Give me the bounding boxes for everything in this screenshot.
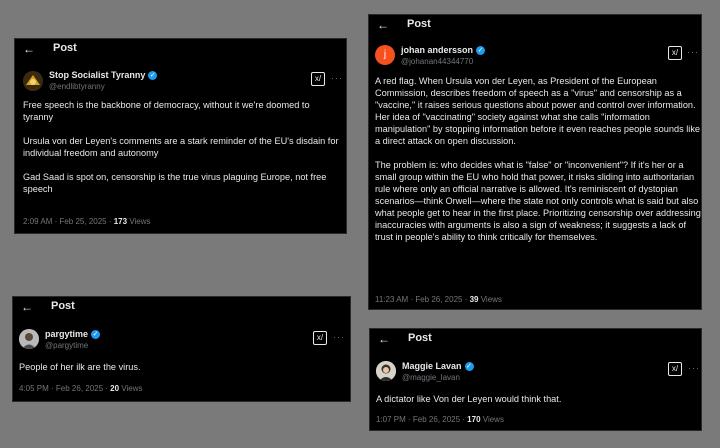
views-label: Views [121,384,143,393]
post-header-bar [13,297,350,319]
view-count: 39 [469,295,479,304]
post-header-title: Post [51,300,75,312]
more-options-icon[interactable]: ··· [331,73,343,83]
post-card-johan-andersson [368,14,702,310]
post-card-stop-socialist-tyranny [14,38,347,234]
verified-badge-icon: ✓ [92,331,99,339]
post-header-bar [369,15,701,37]
back-arrow-icon[interactable]: ← [377,18,389,32]
post-header-title: Post [407,18,431,30]
user-handle[interactable]: @endlibtyranny [49,82,105,91]
post-card-maggie-lavan [369,328,702,431]
post-meta: 2:09 AM · Feb 25, 2025 · 173 Views [23,217,151,226]
post-header-bar [370,329,701,351]
post-header-bar [15,39,346,61]
post-body [23,99,341,195]
view-count: 170 [467,415,481,424]
post-meta: 4:05 PM · Feb 26, 2025 · 20 Views [19,384,143,393]
post-time[interactable]: 1:07 PM [376,415,406,424]
post-header-title: Post [53,42,77,54]
back-arrow-icon[interactable]: ← [23,42,35,56]
post-meta: 1:07 PM · Feb 26, 2025 · 170 Views [376,415,504,424]
post-meta: 11:23 AM · Feb 26, 2025 · 39 Views [375,295,502,304]
avatar-letter: j [383,49,387,60]
post-date[interactable]: Feb 26, 2025 [415,295,463,304]
more-options-icon[interactable]: ··· [333,332,345,342]
avatar[interactable] [375,45,395,65]
post-header-title: Post [408,332,432,344]
views-label: Views [129,217,151,226]
avatar[interactable] [23,71,43,91]
grok-icon[interactable]: x/ [311,72,325,86]
views-label: Views [482,415,504,424]
post-time[interactable]: 4:05 PM [19,384,49,393]
username[interactable]: Stop Socialist Tyranny ✓ [49,70,156,80]
username[interactable]: Maggie Lavan ✓ [402,361,472,371]
username[interactable]: johan andersson ✓ [401,45,484,55]
post-paragraph: Gad Saad is spot on, censorship is the true virus plaguing Europe, not free speech [23,172,327,194]
verified-badge-icon: ✓ [149,72,156,80]
verified-badge-icon: ✓ [477,47,484,55]
view-count: 173 [113,217,128,226]
post-time[interactable]: 11:23 AM [375,295,409,304]
post-body [375,75,701,243]
post-paragraph: People of her ilk are the virus. [19,362,141,372]
more-options-icon[interactable]: ··· [688,363,700,373]
user-handle[interactable]: @maggie_lavan [402,373,460,382]
back-arrow-icon[interactable]: ← [378,332,390,346]
post-body [19,361,345,373]
post-paragraph: The problem is: who decides what is "false" or "inconvenient"? If it's her or a small group within the EU who hold that power, it risks sliding into authoritarian rule where only an official narrative is allowed. It's reminiscent of dystopian scenarios—think Orwell—where the state not only controls what is said but also what people get to hear in the first place. Prioritizing censorship over addressing inaccuracies with arguments is also a sign of weakness; it suggests a lack of trust in people's ability to think critically for themselves. [375,160,701,242]
user-handle[interactable]: @johanan44344770 [401,57,474,66]
grok-icon[interactable]: x/ [668,46,682,60]
view-count: 20 [110,384,120,393]
post-date[interactable]: Feb 25, 2025 [59,217,107,226]
verified-badge-icon: ✓ [466,363,472,371]
avatar[interactable] [376,361,396,381]
post-paragraph: A dictator like Von der Leyen would think that. [376,394,562,404]
post-card-pargytime [12,296,351,402]
views-label: Views [480,295,502,304]
post-paragraph: Free speech is the backbone of democracy, without it we're doomed to tyranny [23,100,310,122]
avatar[interactable] [19,329,39,349]
post-body [376,393,698,405]
user-handle[interactable]: @pargytime [45,341,89,350]
grok-icon[interactable]: x/ [668,362,682,376]
more-options-icon[interactable]: ··· [687,47,699,57]
back-arrow-icon[interactable]: ← [21,300,33,314]
post-paragraph: A red flag. When Ursula von der Leyen, as President of the European Commission, describes freedom of speech as a "virus" and censorship as a "vaccine," it raises serious questions about power and control over information. Her idea of "vaccinating" society against what she calls "information manipulation" by stopping information before it even reaches people sounds like a direct attack on open discussion. [375,76,701,146]
grok-icon[interactable]: x/ [313,331,327,345]
username[interactable]: pargytime ✓ [45,329,99,339]
post-time[interactable]: 2:09 AM [23,217,53,226]
post-date[interactable]: Feb 26, 2025 [55,384,104,393]
post-date[interactable]: Feb 26, 2025 [412,415,461,424]
post-paragraph: Ursula von der Leyen's comments are a stark reminder of the EU's disdain for individual freedom and autonomy [23,136,339,158]
